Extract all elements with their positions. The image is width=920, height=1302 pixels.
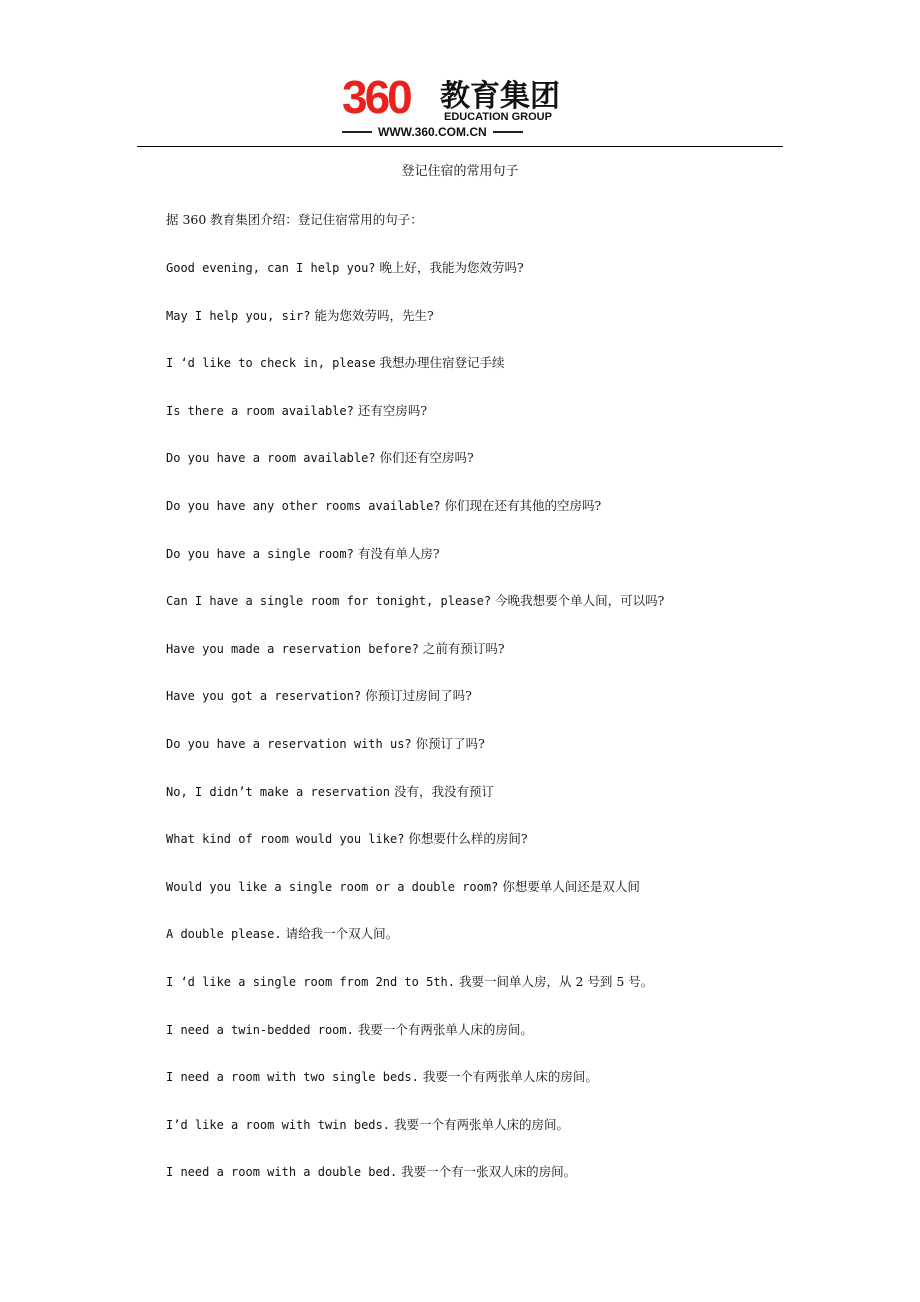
english-sentence: I need a room with two single beds. — [166, 1070, 419, 1084]
logo-number: 360 — [342, 71, 410, 123]
chinese-translation: 你预订了吗? — [415, 736, 485, 751]
logo-english-name: EDUCATION GROUP — [444, 111, 552, 123]
sentence-line — [166, 878, 640, 896]
english-sentence: No, I didn’t make a reservation — [166, 785, 390, 799]
sentence-line — [166, 830, 528, 848]
document-title: 登记住宿的常用句子 — [401, 164, 519, 179]
chinese-translation: 你们还有空房吗? — [379, 450, 474, 465]
logo-url-row — [342, 124, 578, 140]
chinese-translation: 我要一间单人房，从 2 号到 5 号。 — [458, 974, 654, 989]
english-sentence: Do you have any other rooms available? — [166, 499, 441, 513]
chinese-translation: 请给我一个双人间。 — [285, 926, 399, 941]
sentence-line — [166, 1068, 598, 1086]
chinese-translation: 你预订过房间了吗? — [365, 688, 472, 703]
chinese-translation: 能为您效劳吗，先生? — [314, 308, 434, 323]
chinese-translation: 晚上好，我能为您效劳吗? — [379, 260, 524, 275]
english-sentence: I ‘d like to check in, please — [166, 356, 376, 370]
sentence-line — [166, 1021, 533, 1039]
english-sentence: Have you made a reservation before? — [166, 642, 419, 656]
english-sentence: Good evening, can I help you? — [166, 261, 376, 275]
english-sentence: Would you like a single room or a double room? — [166, 880, 499, 894]
sentence-line — [166, 640, 505, 658]
logo-chinese-name: 教育集团 — [440, 79, 560, 114]
english-sentence: Do you have a single room? — [166, 547, 354, 561]
sentence-line — [166, 1163, 576, 1181]
sentence-line — [166, 925, 398, 943]
chinese-translation: 没有，我没有预订 — [393, 784, 494, 799]
english-sentence: I need a twin-bedded room. — [166, 1023, 354, 1037]
chinese-translation: 我要一个有两张单人床的房间。 — [422, 1069, 598, 1084]
chinese-translation: 我要一个有两张单人床的房间。 — [357, 1022, 533, 1037]
sentence-line — [166, 259, 524, 277]
sentence-line — [166, 1116, 569, 1134]
sentence-line — [166, 402, 427, 420]
english-sentence: Can I have a single room for tonight, please? — [166, 594, 492, 608]
english-sentence: Do you have a room available? — [166, 451, 376, 465]
english-sentence: I ‘d like a single room from 2nd to 5th. — [166, 975, 455, 989]
intro-paragraph: 据 360 教育集团介绍：登记住宿常用的句子： — [166, 212, 423, 227]
english-sentence: May I help you, sir? — [166, 309, 311, 323]
chinese-translation: 我要一个有一张双人床的房间。 — [401, 1164, 577, 1179]
logo-dash-right — [493, 131, 523, 133]
chinese-translation: 之前有预订吗? — [422, 641, 505, 656]
chinese-translation: 我要一个有两张单人床的房间。 — [393, 1117, 569, 1132]
chinese-translation: 还有空房吗? — [357, 403, 428, 418]
sentence-line — [166, 973, 653, 991]
english-sentence: I’d like a room with twin beds. — [166, 1118, 390, 1132]
chinese-translation: 你们现在还有其他的空房吗? — [444, 498, 602, 513]
sentence-line — [166, 497, 601, 515]
english-sentence: Have you got a reservation? — [166, 689, 362, 703]
sentence-line — [166, 783, 494, 801]
english-sentence: A double please. — [166, 927, 282, 941]
chinese-translation: 有没有单人房? — [357, 546, 440, 561]
english-sentence: What kind of room would you like? — [166, 832, 405, 846]
logo-url: WWW.360.COM.CN — [378, 125, 487, 139]
english-sentence: I need a room with a double bed. — [166, 1165, 398, 1179]
sentence-line — [166, 307, 434, 325]
chinese-translation: 你想要什么样的房间? — [408, 831, 528, 846]
sentence-line — [166, 592, 664, 610]
sentence-line — [166, 354, 505, 372]
company-logo — [340, 71, 585, 144]
sentence-line — [166, 545, 440, 563]
english-sentence: Is there a room available? — [166, 404, 354, 418]
sentence-line — [166, 687, 472, 705]
logo-dash-left — [342, 131, 372, 133]
english-sentence: Do you have a reservation with us? — [166, 737, 412, 751]
chinese-translation: 我想办理住宿登记手续 — [379, 355, 505, 370]
sentence-line — [166, 449, 474, 467]
sentence-line — [166, 735, 485, 753]
chinese-translation: 今晚我想要个单人间，可以吗? — [495, 593, 665, 608]
header-divider — [137, 146, 783, 147]
chinese-translation: 你想要单人间还是双人间 — [502, 879, 640, 894]
